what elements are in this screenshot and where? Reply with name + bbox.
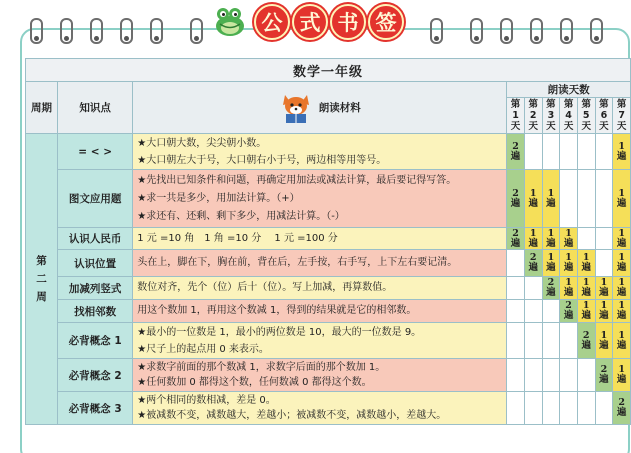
- read-count-cell: [560, 228, 578, 250]
- empty-cell: [560, 359, 578, 392]
- period-char: 二: [36, 273, 47, 285]
- read-count-part: 2: [600, 364, 608, 375]
- day-header-char: 7: [618, 110, 625, 121]
- empty-cell: [542, 323, 560, 359]
- read-count-part: 遍: [616, 287, 627, 298]
- topic-cell: 认识人民币: [58, 228, 133, 250]
- read-count-part: 遍: [546, 287, 556, 298]
- day-header-char: 天: [563, 121, 574, 132]
- day-header-char: 天: [510, 121, 521, 132]
- empty-cell: [524, 300, 542, 323]
- day-header-char: 3: [547, 110, 555, 121]
- read-count: [613, 229, 630, 249]
- material-cell: [133, 323, 507, 359]
- read-count-part: 遍: [616, 150, 627, 162]
- material-cell: [133, 277, 507, 300]
- material-cell: [133, 134, 507, 170]
- read-count-part: 1: [600, 300, 608, 311]
- read-count: [613, 365, 630, 385]
- binder-ring: [120, 18, 133, 44]
- material-cell: [133, 359, 507, 392]
- read-count-part: 遍: [581, 262, 591, 273]
- material-cell: [133, 250, 507, 277]
- read-count: [596, 278, 613, 298]
- material-cell: [133, 392, 507, 425]
- day-header-char: 5: [582, 110, 590, 121]
- read-count: [578, 253, 595, 273]
- read-count: [613, 189, 630, 209]
- read-count-part: 2: [512, 140, 519, 152]
- empty-cell: [542, 392, 560, 425]
- empty-cell: [595, 170, 613, 228]
- day-header-char: 天: [528, 121, 538, 132]
- title-chars: [254, 4, 404, 40]
- read-count-part: 1: [529, 187, 537, 199]
- read-count-cell: [613, 170, 631, 228]
- read-count-cell: [613, 300, 631, 323]
- read-count-part: 遍: [563, 262, 574, 273]
- read-count: [543, 253, 560, 273]
- read-count-part: 1: [582, 277, 590, 288]
- read-count-part: 2: [565, 300, 572, 311]
- read-count-part: 1: [618, 140, 625, 152]
- read-count-part: 1: [565, 252, 572, 263]
- header-material-label: 朗读材料: [318, 102, 361, 114]
- title-char: 签: [368, 4, 404, 40]
- read-count: [525, 189, 542, 209]
- binder-ring: [30, 18, 43, 44]
- read-count-part: 2: [512, 227, 519, 239]
- read-count-part: 2: [512, 187, 519, 199]
- material-line: 头在上，脚在下，胸在前，背在后，左手按，右手写，上下左右要记清。: [137, 257, 458, 268]
- material-line: 数位对齐，先个（位）后十（位）。写上加减，再算数值。: [137, 282, 393, 293]
- material-line: ★大口朝左大于号，大口朝右小于号，两边相等用等号。: [137, 154, 387, 166]
- material-line: ★求一共是多少，用加法计算。（+）: [137, 192, 300, 204]
- read-count-part: 1: [565, 277, 572, 288]
- day-header-char: 天: [546, 121, 556, 132]
- period-char: 周: [36, 291, 47, 303]
- empty-cell: [524, 392, 542, 425]
- read-count-part: 遍: [616, 197, 627, 209]
- empty-cell: [577, 170, 595, 228]
- read-count-part: 2: [547, 277, 555, 288]
- read-count: [507, 142, 524, 162]
- read-count-part: 2: [529, 252, 537, 263]
- empty-cell: [507, 300, 525, 323]
- read-count-cell: [613, 323, 631, 359]
- read-count: [578, 278, 595, 298]
- grade-title: 数学一年级: [26, 59, 631, 82]
- read-count-part: 遍: [528, 197, 538, 209]
- read-count: [613, 253, 630, 273]
- table-row: [26, 392, 631, 425]
- read-count-part: 遍: [616, 339, 627, 351]
- read-count-part: 1: [582, 252, 590, 263]
- empty-cell: [542, 134, 560, 170]
- empty-cell: [524, 134, 542, 170]
- header-topic: 知识点: [58, 82, 133, 134]
- day-header-char: 第: [563, 99, 574, 110]
- crocodile-icon: [210, 4, 250, 40]
- read-count-cell: [542, 277, 560, 300]
- header-title: [210, 2, 430, 42]
- read-count-cell: [577, 323, 595, 359]
- topic-cell: 必背概念 2: [58, 359, 133, 392]
- binder-ring: [190, 18, 203, 44]
- table-row: [26, 323, 631, 359]
- empty-cell: [507, 250, 525, 277]
- material-line: ★尺子上的起点用 0 来表示。: [137, 343, 269, 355]
- read-count: [613, 142, 630, 162]
- material-line: ★求还有、还剩、剩下多少，用减法计算。（-）: [137, 210, 345, 222]
- read-count: [525, 229, 542, 249]
- read-count-cell: [542, 250, 560, 277]
- read-count: [507, 229, 524, 249]
- table-row: [26, 170, 631, 228]
- read-count-part: 遍: [563, 237, 574, 249]
- read-count-cell: [613, 250, 631, 277]
- title-char: 公: [254, 4, 290, 40]
- read-count-part: 1: [565, 227, 572, 239]
- read-count-part: 遍: [510, 150, 521, 162]
- binder-ring: [470, 18, 483, 44]
- read-count-cell: [524, 250, 542, 277]
- read-count: [560, 301, 577, 321]
- read-count-part: 1: [618, 300, 625, 311]
- read-count: [596, 331, 613, 351]
- read-count-cell: [577, 300, 595, 323]
- read-count-part: 遍: [581, 310, 591, 321]
- material-line: ★两个相同的数相减，差是 0。: [137, 395, 276, 406]
- binder-ring: [90, 18, 103, 44]
- day-header-char: 第: [616, 99, 627, 110]
- read-count-part: 遍: [546, 197, 556, 209]
- period-label: [26, 134, 58, 425]
- empty-cell: [524, 323, 542, 359]
- day-header-char: 第: [546, 99, 556, 110]
- read-count-part: 1: [618, 187, 625, 199]
- empty-cell: [577, 359, 595, 392]
- read-count-part: 遍: [599, 310, 609, 321]
- read-count: [578, 331, 595, 351]
- read-count-part: 遍: [599, 339, 609, 351]
- read-count-part: 1: [618, 277, 625, 288]
- read-count-cell: [560, 250, 578, 277]
- topic-cell: 必背概念 3: [58, 392, 133, 425]
- empty-cell: [542, 300, 560, 323]
- material-cell: [133, 228, 507, 250]
- material-line: ★任何数加 0 都得这个数，任何数减 0 都得这个数。: [137, 377, 372, 388]
- empty-cell: [524, 359, 542, 392]
- read-count-part: 遍: [616, 237, 627, 249]
- read-count-cell: [524, 170, 542, 228]
- read-count-part: 1: [618, 364, 625, 375]
- read-count-cell: [577, 277, 595, 300]
- binder-ring: [500, 18, 513, 44]
- read-count: [543, 278, 560, 298]
- table-row: [26, 300, 631, 323]
- empty-cell: [560, 392, 578, 425]
- day-header-char: 第: [581, 99, 591, 110]
- day-header-char: 第: [599, 99, 609, 110]
- binder-ring: [530, 18, 543, 44]
- read-count-part: 遍: [616, 407, 627, 418]
- read-count-part: 2: [582, 329, 590, 341]
- material-line: ★先找出已知条件和问题，再确定用加法或减法计算，最后要记得写答。: [137, 174, 457, 186]
- binder-ring: [60, 18, 73, 44]
- topic-cell: 找相邻数: [58, 300, 133, 323]
- table-row: [26, 228, 631, 250]
- empty-cell: [524, 277, 542, 300]
- day-header-char: 天: [599, 121, 609, 132]
- material-line: ★最小的一位数是 1，最小的两位数是 10，最大的一位数是 9。: [137, 326, 422, 338]
- read-count-cell: [577, 250, 595, 277]
- read-count: [596, 301, 613, 321]
- read-count-part: 1: [618, 227, 625, 239]
- binder-ring: [150, 18, 163, 44]
- header-material: [133, 82, 507, 134]
- empty-cell: [595, 228, 613, 250]
- read-count-cell: [613, 392, 631, 425]
- empty-cell: [595, 134, 613, 170]
- read-count-part: 1: [529, 227, 537, 239]
- material-line: 1 元 =10 角 1 角 =10 分 1 元 =100 分: [137, 233, 338, 244]
- read-count: [613, 278, 630, 298]
- day-header-char: 天: [616, 121, 627, 132]
- period-char: 第: [36, 255, 47, 267]
- read-count-cell: [542, 228, 560, 250]
- empty-cell: [507, 323, 525, 359]
- topic-cell: 加减列竖式: [58, 277, 133, 300]
- day-header-1: [507, 98, 525, 134]
- read-count-cell: [507, 228, 525, 250]
- read-count-cell: [595, 277, 613, 300]
- binder-ring: [430, 18, 443, 44]
- day-header-4: [560, 98, 578, 134]
- empty-cell: [560, 170, 578, 228]
- read-count: [560, 253, 577, 273]
- day-header-char: 1: [512, 110, 519, 121]
- binder-ring: [560, 18, 573, 44]
- empty-cell: [577, 134, 595, 170]
- read-count-part: 1: [582, 300, 590, 311]
- read-count-part: 1: [618, 329, 625, 341]
- read-count-cell: [507, 134, 525, 170]
- material-line: 用这个数加 1，再用这个数减 1，得到的结果就是它的相邻数。: [137, 305, 417, 316]
- day-header-char: 第: [528, 99, 538, 110]
- material-cell: [133, 170, 507, 228]
- read-count: [525, 253, 542, 273]
- read-count: [613, 331, 630, 351]
- title-char: 式: [292, 4, 328, 40]
- fox-reading-icon: [279, 91, 313, 125]
- read-count-cell: [560, 277, 578, 300]
- read-count-part: 遍: [528, 237, 538, 249]
- read-count-part: 2: [618, 397, 625, 408]
- read-count-part: 1: [600, 277, 608, 288]
- day-header-2: [524, 98, 542, 134]
- topic-cell: = < >: [58, 134, 133, 170]
- read-count-part: 遍: [510, 197, 521, 209]
- day-header-char: 天: [581, 121, 591, 132]
- read-count-part: 遍: [546, 262, 556, 273]
- table-row: [26, 250, 631, 277]
- read-count: [507, 189, 524, 209]
- read-count-part: 遍: [616, 262, 627, 273]
- empty-cell: [560, 323, 578, 359]
- empty-cell: [507, 392, 525, 425]
- table-row: [26, 134, 631, 170]
- day-header-7: [613, 98, 631, 134]
- empty-cell: [577, 392, 595, 425]
- empty-cell: [507, 359, 525, 392]
- read-count-cell: [613, 228, 631, 250]
- topic-cell: 认识位置: [58, 250, 133, 277]
- read-count-cell: [524, 228, 542, 250]
- read-count-part: 遍: [563, 287, 574, 298]
- read-count: [543, 229, 560, 249]
- read-count-cell: [595, 323, 613, 359]
- title-char: 书: [330, 4, 366, 40]
- empty-cell: [577, 228, 595, 250]
- read-count: [560, 278, 577, 298]
- material-line: ★大口朝大数，尖尖朝小数。: [137, 137, 267, 149]
- read-count-part: 1: [600, 329, 608, 341]
- read-count: [596, 365, 613, 385]
- day-header-char: 2: [529, 110, 537, 121]
- read-count: [578, 301, 595, 321]
- day-header-char: 6: [600, 110, 608, 121]
- read-count: [613, 398, 630, 418]
- material-line: ★被减数不变，减数越大，差越小；被减数不变，减数越小，差越大。: [137, 410, 447, 421]
- read-count-part: 遍: [528, 262, 538, 273]
- read-count-part: 1: [547, 187, 555, 199]
- material-cell: [133, 300, 507, 323]
- read-count: [543, 189, 560, 209]
- read-count-part: 遍: [581, 339, 591, 351]
- read-count-part: 遍: [599, 374, 609, 385]
- read-count-cell: [613, 277, 631, 300]
- read-count-part: 遍: [510, 237, 521, 249]
- table-row: [26, 277, 631, 300]
- read-count-cell: [507, 170, 525, 228]
- day-header-3: [542, 98, 560, 134]
- read-count-part: 遍: [616, 374, 627, 385]
- topic-cell: 图文应用题: [58, 170, 133, 228]
- read-count: [613, 301, 630, 321]
- day-header-char: 第: [510, 99, 521, 110]
- read-count-part: 遍: [563, 310, 574, 321]
- read-count: [560, 229, 577, 249]
- read-count-part: 遍: [546, 237, 556, 249]
- empty-cell: [595, 250, 613, 277]
- read-count-part: 1: [618, 252, 625, 263]
- schedule-table: [25, 58, 631, 425]
- read-count-cell: [595, 300, 613, 323]
- read-count-part: 1: [547, 227, 555, 239]
- read-count-part: 遍: [616, 310, 627, 321]
- header-days-title: 朗读天数: [507, 82, 631, 98]
- topic-cell: 必背概念 1: [58, 323, 133, 359]
- day-header-5: [577, 98, 595, 134]
- binder-ring: [590, 18, 603, 44]
- table-row: [26, 359, 631, 392]
- header-period: 周期: [26, 82, 58, 134]
- read-count-cell: [613, 134, 631, 170]
- material-line: ★求数字前面的那个数减 1，求数字后面的那个数加 1。: [137, 362, 386, 373]
- empty-cell: [507, 277, 525, 300]
- day-header-6: [595, 98, 613, 134]
- empty-cell: [542, 359, 560, 392]
- read-count-part: 1: [547, 252, 555, 263]
- read-count-part: 遍: [599, 287, 609, 298]
- read-count-cell: [560, 300, 578, 323]
- empty-cell: [560, 134, 578, 170]
- read-count-cell: [542, 170, 560, 228]
- empty-cell: [595, 392, 613, 425]
- day-header-char: 4: [565, 110, 572, 121]
- read-count-cell: [595, 359, 613, 392]
- read-count-cell: [613, 359, 631, 392]
- read-count-part: 遍: [581, 287, 591, 298]
